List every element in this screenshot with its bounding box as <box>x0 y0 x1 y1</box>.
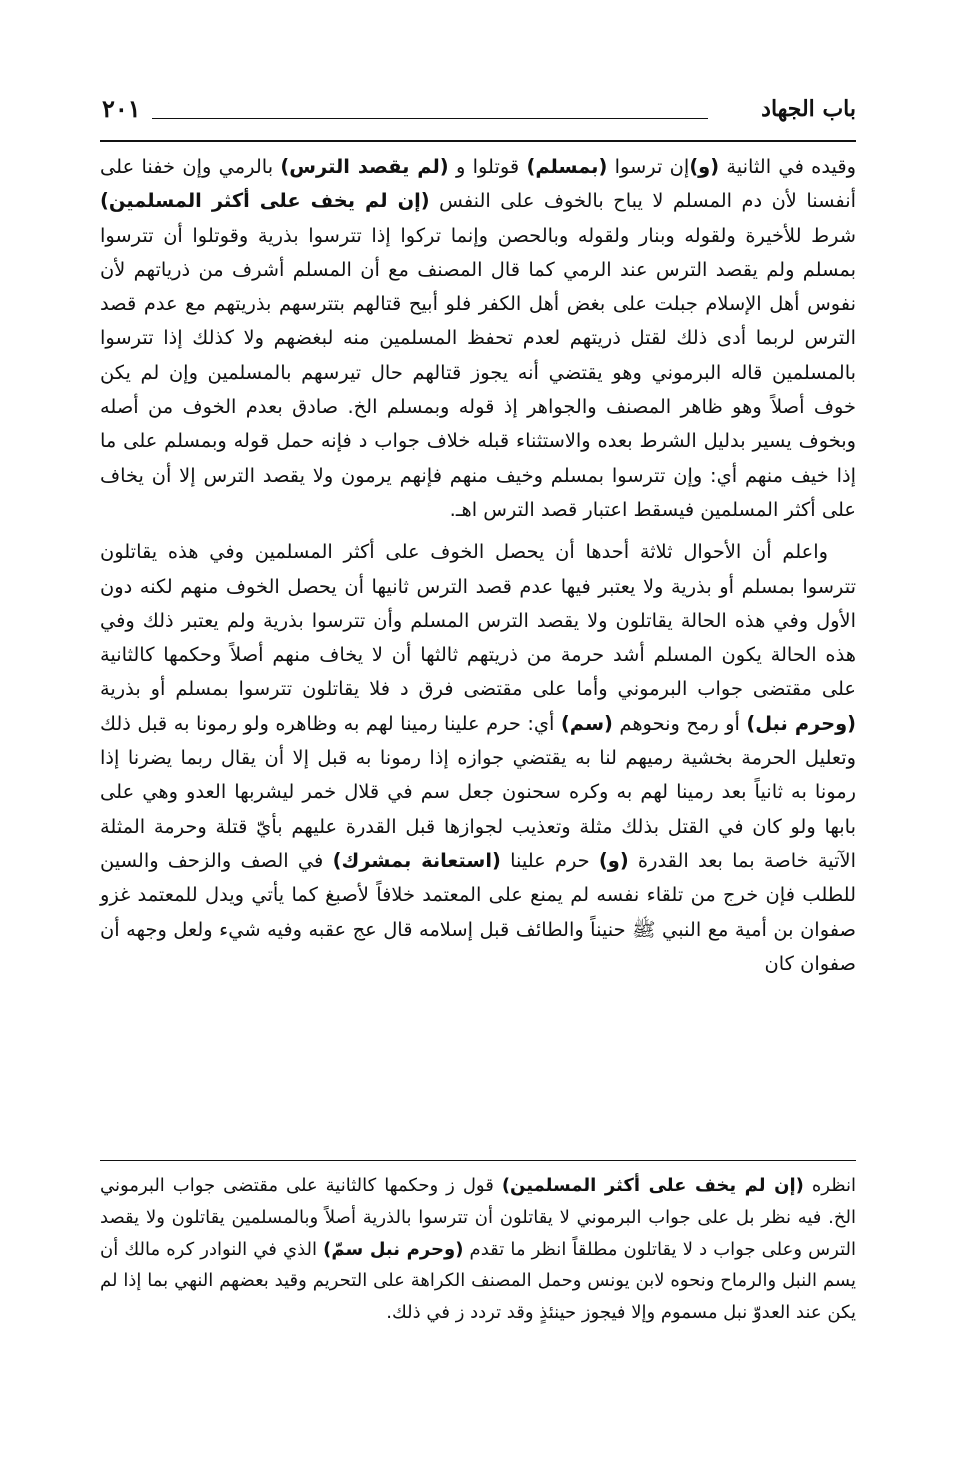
paragraph-1 <box>100 150 856 527</box>
footnote-paragraph <box>100 1170 856 1329</box>
text-run: أو رمح ونحوهم <box>612 711 747 735</box>
text-run: قول ز وحكمها كالثانية على مقتضى جواب البرموني الخ. فيه نظر بل على جواب البرموني لا يقاتلون أن تترسوا بالذرية أصلاً وبالمسلمين يقاتلون ولا يقصد الترس وعلى جواب د لا يقاتلون مطلقاً انظر ما تقدم <box>100 1175 856 1260</box>
matn-term: (وحرم نبل) <box>746 711 856 735</box>
text-run: قوتلوا و <box>448 155 527 178</box>
running-header <box>100 92 856 132</box>
page-number: ٢٠١ <box>102 94 141 123</box>
header-rule <box>152 118 708 119</box>
header-underline <box>100 140 856 142</box>
chapter-title: باب الجهاد <box>761 96 856 122</box>
text-run: في الصف والزحف والسين للطلب فإن خرج من تلقاء نفسه لم يمنع على المعتمد خلافاً لأصبغ كما يأتي ويدل للمعتمد غزو صفوان بن أمية مع النبي ﷺ حنيناً والطائف قبل إسلامه قال عج عقبه وفيه شيء ولعل وجهه أن صفوان كان <box>100 848 856 975</box>
paragraph-2 <box>100 535 856 981</box>
text-run: إن ترسوا <box>607 155 690 178</box>
matn-term: (بمسلم) <box>526 155 608 178</box>
footnote <box>100 1170 856 1329</box>
text-run: انظره <box>803 1175 856 1196</box>
text-run: أي: حرم علينا رمينا لهم به وظاهره ولو رمونا به قبل ذلك وتعليل الحرمة بخشية رميهم لنا به يقتضي جوازه إذا رمونا به قبل إلا أن يقال ربما يضرنا إذا رمونا به ثانياً بعد رمينا لهم به وكره سحنون جعل سم في قلال خمر ليشربها العدو وهي على بابها ولو كان في القتل بذلك مثلة وتعذيب لجوازها قبل القدرة عليهم بأيّ قتلة وحرمة المثلة الآتية خاصة بما بعد القدرة <box>100 711 856 872</box>
footnote-separator <box>100 1160 856 1161</box>
matn-term: (استعانة بمشرك) <box>332 848 501 872</box>
matn-term: (وحرم نبل سمّ) <box>323 1238 464 1260</box>
text-run: بالرمي وإن خفنا على أنفسنا لأن دم المسلم لا يباح بالخوف على النفس <box>100 155 856 213</box>
main-text <box>100 150 856 981</box>
text-run: وقيده في الثانية <box>719 155 856 178</box>
matn-term: (لم يقصد الترس) <box>280 155 449 178</box>
matn-term: (إن لم يخف على أكثر المسلمين) <box>501 1175 804 1196</box>
text-run: واعلم أن الأحوال ثلاثة أحدها أن يحصل الخوف على أكثر المسلمين وفي هذه يقاتلون تترسوا بمسلم أو بذرية ولا يعتبر فيها عدم قصد الترس ثانيها أن يحصل الخوف منهم لكنه دون الأول وفي هذه الحالة يقاتلون ولا يقصد الترس المسلم وأن تترسوا بذرية ولم يعتبر ذلك وفي هذه الحالة يكون المسلم أشد حرمة من ذريتهم ثالثها أن لا يخاف منهم أصلاً وحكمها كالثانية على مقتضى جواب البرموني وأما على مقتضى فرق د فلا يقاتلون تترسوا بمسلم أو بذرية <box>100 540 856 701</box>
text-run: شرط للأخيرة ولقوله وبنار ولقوله وبالحصن وإنما تركوا إذا تترسوا بذرية وقوتلوا أن تترسوا بمسلم ولم يقصد الترس عند الرمي كما قال المصنف مع أن المسلم أشرف من ذرياتهم لأن نفوس أهل الإسلام جبلت على بغض أهل الكفر فلو أبيح قتالهم بتترسهم بذريتهم مع عدم قصد الترس لربما أدى ذلك لقتل ذريتهم لعدم تحفظ المسلمين منه لبغضهم ولا كذلك إذا تترسوا بالمسلمين قاله البرموني وهو يقتضي أنه يجوز قتالهم حال تيرسهم بالمسلمين وإن لم يكن خوف أصلاً وهو ظاهر المصنف والجواهر إذ قوله وبمسلم الخ. صادق بعدم الخوف من أصله وبخوف يسير بدليل الشرط بعده والاستثناء قبله خلاف جواب د فإنه حمل قوله وبمسلم على ما إذا خيف منهم أي: وإن تترسوا بمسلم وخيف منهم فإنهم يرمون ولا يقصد الترس إلا أن يخاف على أكثر المسلمين فيسقط اعتبار قصد الترس اهـ. <box>100 223 856 521</box>
matn-term: (و) <box>689 155 720 178</box>
matn-term: (و) <box>598 848 629 872</box>
matn-term: (سم) <box>560 711 613 735</box>
matn-term: (إن لم يخف على أكثر المسلمين) <box>100 189 430 213</box>
text-run: حرم علينا <box>500 848 599 872</box>
text-run: الذي في النوادر كره مالك أن يسم النبل والرماح ونحوه لابن يونس وحمل المصنف الكراهة على التحريم وقيد بعضهم النهي بما إذا لم يكن عند العدوّ نبل مسموم وإلا فيجوز حينئذٍ وقد تردد ز في ذلك. <box>100 1238 856 1324</box>
